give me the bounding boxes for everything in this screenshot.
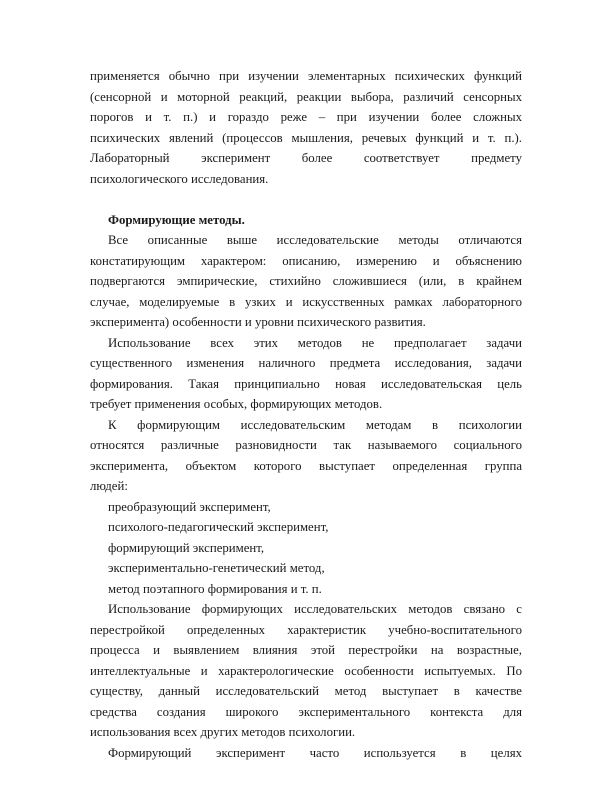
- list-item: психолого-педагогический эксперимент,: [108, 520, 329, 534]
- list-item: метод поэтапного формирования и т. п.: [108, 581, 322, 596]
- text-line: порогов и т. п.) и гораздо реже – при изучении более сложных: [90, 110, 522, 124]
- text-line: применяется обычно при изучении элементарных психических функций: [90, 69, 522, 83]
- text-line: существенного изменения наличного предмета исследования, задачи: [90, 356, 522, 370]
- text-line: психических явлений (процессов мышления, речевых функций и т. п.).: [90, 130, 522, 145]
- text-line: (сенсорной и моторной реакций, реакции выбора, различий сенсорных: [90, 89, 522, 104]
- text-line: констатирующим характером: описанию, измерению и объяснению: [90, 253, 522, 268]
- text-line: случае, моделируемые в узких и искусственных рамках лабораторного: [90, 294, 522, 309]
- list-item: формирующий эксперимент,: [108, 540, 265, 555]
- text-line: психологического исследования.: [90, 171, 269, 186]
- text-line: средства создания широкого экспериментального контекста для: [90, 704, 522, 719]
- text-line: требует применения особых, формирующих методов.: [90, 397, 383, 411]
- text-line: К формирующим исследовательским методам в психологии: [108, 417, 522, 432]
- method-list: [90, 497, 522, 600]
- text-line: подвергаются эмпирические, стихийно сложившиеся (или, в крайнем: [90, 274, 522, 288]
- section-heading: Формирующие методы.: [108, 212, 245, 227]
- text-line: Использование всех этих методов не предполагает задачи: [108, 335, 522, 350]
- paragraph-4: [90, 415, 522, 497]
- paragraph-2: [90, 230, 522, 333]
- text-line: использования всех других методов психологии.: [90, 725, 356, 739]
- text-line: людей:: [90, 479, 128, 493]
- paragraph-1: [90, 66, 522, 189]
- text-line: существу, данный исследовательский метод выступает в качестве: [90, 684, 522, 698]
- list-item: преобразующий эксперимент,: [108, 499, 271, 514]
- text-line: Все описанные выше исследовательские методы отличаются: [108, 233, 522, 247]
- paragraph-5: [90, 599, 522, 743]
- text-line: эксперимента, объектом которого выступает определенная группа: [90, 458, 522, 473]
- text-line: интеллектуальные и характерологические особенности испытуемых. По: [90, 663, 522, 678]
- text-line: Лабораторный эксперимент более соответствует предмету: [90, 151, 522, 165]
- text-line: Использование формирующих исследовательских методов связано с: [108, 602, 522, 616]
- text-line: перестройкой определенных характеристик учебно-воспитательного: [90, 622, 522, 637]
- text-line: формирования. Такая принципиально новая исследовательская цель: [90, 376, 522, 391]
- document-page: [90, 66, 522, 763]
- text-line: процесса и выявлением влияния этой перестройки на возрастные,: [90, 643, 522, 657]
- text-line: эксперимента) особенности и уровни психического развития.: [90, 315, 426, 329]
- text-line: Формирующий эксперимент часто используется в целях: [108, 745, 522, 760]
- list-item: экспериментально-генетический метод,: [108, 561, 325, 575]
- paragraph-3: [90, 333, 522, 415]
- paragraph-gap: [90, 189, 522, 210]
- paragraph-6: [90, 743, 522, 764]
- text-line: относятся различные разновидности так называемого социального: [90, 438, 522, 452]
